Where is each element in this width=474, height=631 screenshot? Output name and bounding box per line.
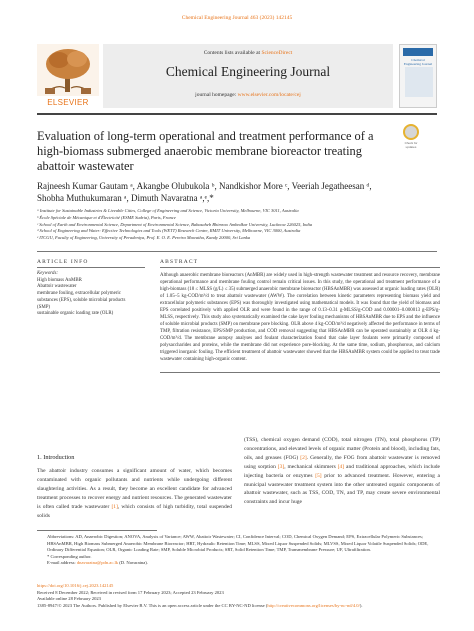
- citation-link[interactable]: [4]: [337, 463, 345, 470]
- affiliation-b: ᵇ École Spéciale de Mécanique et d'Électricité (ESME Sudria), Paris, France: [37, 214, 176, 220]
- intro-right-text: prior to advanced treatment. However, entering a municipal wastewater treatment system into the other untreated organic components of abattoir wastewater, such as TSS, COD, TN, and TP, may create severe environmental constraints and incur huge: [244, 472, 440, 506]
- homepage-line: [103, 92, 393, 98]
- affiliation-e: ᵉ ITCGU, Faculty of Engineering, University of Peradeniya, Prof. E. O. E. Pereira Mawatha, Kandy 20000, Sri Lanka: [37, 235, 251, 241]
- citation-link[interactable]: [5]: [315, 472, 322, 479]
- introduction-left-column: [37, 467, 232, 520]
- authors-line-1: Rajneesh Kumar Gautam ᵃ, Akangbe Olubukola ᵇ, Nandkishor More ᶜ, Veeriah Jegatheesan ᵈ,: [37, 181, 372, 191]
- sciencedirect-link[interactable]: ScienceDirect: [261, 50, 293, 56]
- email-prefix: E-mail address:: [47, 560, 77, 566]
- journal-reference[interactable]: Chemical Engineering Journal 463 (2023) 142145: [181, 15, 293, 21]
- article-title: Evaluation of long-term operational and treatment performance of a high-biomass submerged anaerobic membrane bioreactor treating abattoir wastewater: [37, 129, 374, 173]
- intro-right-text: (TSS), chemical oxygen demand (COD), total nitrogen (TN), total phosphorus (TP) concentrations, and elevated levels of organic matter (Protein and blood), including fats, oils, and greases (FOG): [244, 437, 440, 461]
- contents-line: [103, 50, 393, 56]
- affiliation-a: ᵃ Institute for Sustainable Industries & Liveable Cities, College of Engineering and Science, Victoria University, Melbourne, VIC 3011, Australia: [37, 208, 299, 213]
- license-end: ).: [359, 602, 363, 608]
- intro-left-text: , which consists of high turbidity, total suspended solids: [37, 503, 232, 519]
- intro-left-text: The abattoir industry consumes a significant amount of water, which becomes contaminated with organic pollutants and nutrients while undergoing different slaughtering activities. As a result, they become an excellent candidate for advanced treatment processes to recover energy and nutrient resources. The generated wastewater is often called trade wastewater: [37, 468, 232, 510]
- keyword-item: sustainable organic loading rate (OLR): [37, 311, 114, 317]
- abstract-text: Although anaerobic membrane bioreactors (AnMBR) are widely used in high-strength wastewater treatment and resource recovery, membrane operational performance and membrane fouling control remain critical issues. In this study, the operational and treatment performance of a high-biomass (18 ≤ MLSS (g/L) ≤ 35) submerged anaerobic membrane bioreactor (HBSAnMBR) was assessed at organic loading rates (OLR) of 1.05–5 kg-COD/m³/d to treat abattoir wastewater (AWW). The correlation between kinetic parameters representing biomass yield and extracellular polymeric substances (EPS) was thoroughly investigated using mathematical models. It was found that the yield of biomass and EPS correlated positively with applied OLR and were found in the range of 0.13–0.31 g-MLSS/g-COD and 0.00001–0.000013 g-EPS/g-MLSS, respectively. This study also systematically examined the cake layer fouling mechanisms of HBSAnMBR due to EPS and the influence of soluble microbial products (SMP) on membrane pore blocking. OLR above 4 kg-COD/m³/d negatively affected the performance in terms of TMP, filtration resistance, EPS/SMP production, and COD removal suggesting that HBSAnMBR can be operated sustainably at OLR 4 kg-COD/m³/d. The membrane autopsy analyses and foulant characterization found that cake layer foulants were primarily composed of polysaccharides and proteins, while the membrane did not experience pore-blocking. At the same time, sodium, phosphorous, and calcium triggered inorganic fouling. The efficient treatment of abattoir wastewater showed that the HBSAnMBR system could be applied to treat trade wastewater containing high-organic content.: [160, 273, 440, 362]
- check-updates-icon: [403, 124, 419, 140]
- email-line: [37, 560, 440, 567]
- cover-image: [405, 67, 433, 97]
- elsevier-tree-icon: [37, 44, 99, 96]
- article-footer: [37, 583, 440, 609]
- doi-link[interactable]: https://doi.org/10.1016/j.cej.2023.142145: [37, 583, 114, 588]
- intro-right-text: and traditional approaches, which include injecting bacteria or enzymes: [244, 463, 440, 479]
- homepage-link[interactable]: www.elsevier.com/locate/cej: [237, 92, 301, 98]
- affiliations: [37, 208, 437, 242]
- publisher-name: ELSEVIER: [47, 98, 89, 107]
- affiliations-divider: [37, 251, 437, 252]
- article-info-heading: ARTICLE INFO: [37, 259, 89, 265]
- authors-line-2: Shobha Muthukumaran ᵃ, Dimuth Navaratna ᵃ,ᵉ,*: [37, 193, 214, 203]
- footnote-divider: [37, 530, 157, 531]
- available-online: Available online 28 February 2023: [37, 596, 101, 602]
- journal-title: Chemical Engineering Journal: [165, 64, 331, 79]
- affiliation-d: ᵈ School of Engineering and Water: Effective Technologies and Tools (WETT) Research Centre, RMIT University, Melbourne, VIC 3000, Australia: [37, 228, 301, 234]
- citation-link[interactable]: [2]: [300, 454, 307, 461]
- keyword-item: Abattoir wastewater: [37, 284, 77, 290]
- journal-cover-thumbnail: [399, 44, 437, 108]
- email-suffix: (D. Navaratna).: [118, 560, 148, 566]
- author-list: [37, 180, 437, 204]
- keyword-item: substances (EPS), soluble microbial products: [37, 297, 126, 303]
- keywords-block: [37, 271, 142, 318]
- contents-prefix: Contents lists available at: [203, 50, 262, 56]
- keywords-heading: Keywords:: [37, 271, 59, 276]
- masthead: [103, 44, 393, 108]
- affiliation-c: ᶜ School of Earth and Environmental Science, Department of Environmental Science, Babasaheb Bhimrao Ambedkar University, Lucknow 226025, India: [37, 221, 313, 227]
- introduction-heading: 1. Introduction: [37, 454, 75, 461]
- intro-right-text: . Generally, the FOG from abattoir wastewater is removed using sorption: [244, 454, 440, 470]
- license-link[interactable]: http://creativecommons.org/licenses/by-nc-nd/4.0/: [267, 602, 360, 608]
- license-line: [37, 603, 440, 610]
- citation-link[interactable]: [1]: [111, 503, 118, 510]
- check-updates-label: Check for updates: [404, 141, 418, 149]
- corresponding-author-note: * Corresponding author.: [47, 553, 92, 559]
- keyword-item: membrane fouling, extracellular polymeric: [37, 291, 121, 297]
- received-dates: Received 8 December 2022; Received in revised form 17 February 2023; Accepted 23 February 2023: [37, 589, 224, 595]
- citation-link[interactable]: [3]: [277, 463, 285, 470]
- check-for-updates-button[interactable]: [401, 124, 421, 150]
- abstract-rule: [160, 267, 440, 268]
- intro-right-text: , mechanical skimmers: [284, 463, 338, 470]
- homepage-prefix: journal homepage:: [195, 92, 238, 98]
- elsevier-logo[interactable]: [37, 44, 99, 108]
- email-link[interactable]: dnavaratna@pdn.ac.lk: [76, 560, 119, 566]
- introduction-right-column: [244, 436, 440, 507]
- abstract-bottom-rule: [160, 372, 440, 373]
- keyword-item: High biomass AnMBR: [37, 277, 82, 283]
- footnotes: [37, 534, 440, 567]
- abbreviations-footnote: Abbreviations: AD, Anaerobic Digestion; ANOVA, Analysis of Variance; AWW, Abattoir Wastewater; CI, Confidence Interval; COD, Chemical Oxygen Demand; EPS, Extracellular Polymeric Substances; HBSAnMBR, High Biomass Submerged Anaerobic Membrane Bioreactor; HRT, Hydraulic Retention Time; MLSS, Mixed Liquor Suspended Solids; MLVSS, Mixed Liquor Volatile Suspended Solids; ODE, Ordinary Differential Equation; OLR, Organic Loading Rate; SMP, Soluble Microbial Products; SRT, Solid Retention Time; TMP, Transmembrane Pressure; UF, Ultrafiltration.: [47, 534, 429, 553]
- license-text: 1385-8947/© 2023 The Authors. Published by Elsevier B.V. This is an open access article under the CC BY-NC-ND license (: [37, 602, 268, 608]
- cover-banner: [403, 48, 433, 56]
- article-info-rule: [37, 267, 145, 268]
- abstract-heading: ABSTRACT: [160, 259, 199, 265]
- journal-header: [37, 44, 437, 108]
- cover-title: Chemical Engineering Journal: [403, 58, 433, 66]
- keyword-item: (SMP): [37, 304, 51, 310]
- header-divider: [37, 113, 437, 115]
